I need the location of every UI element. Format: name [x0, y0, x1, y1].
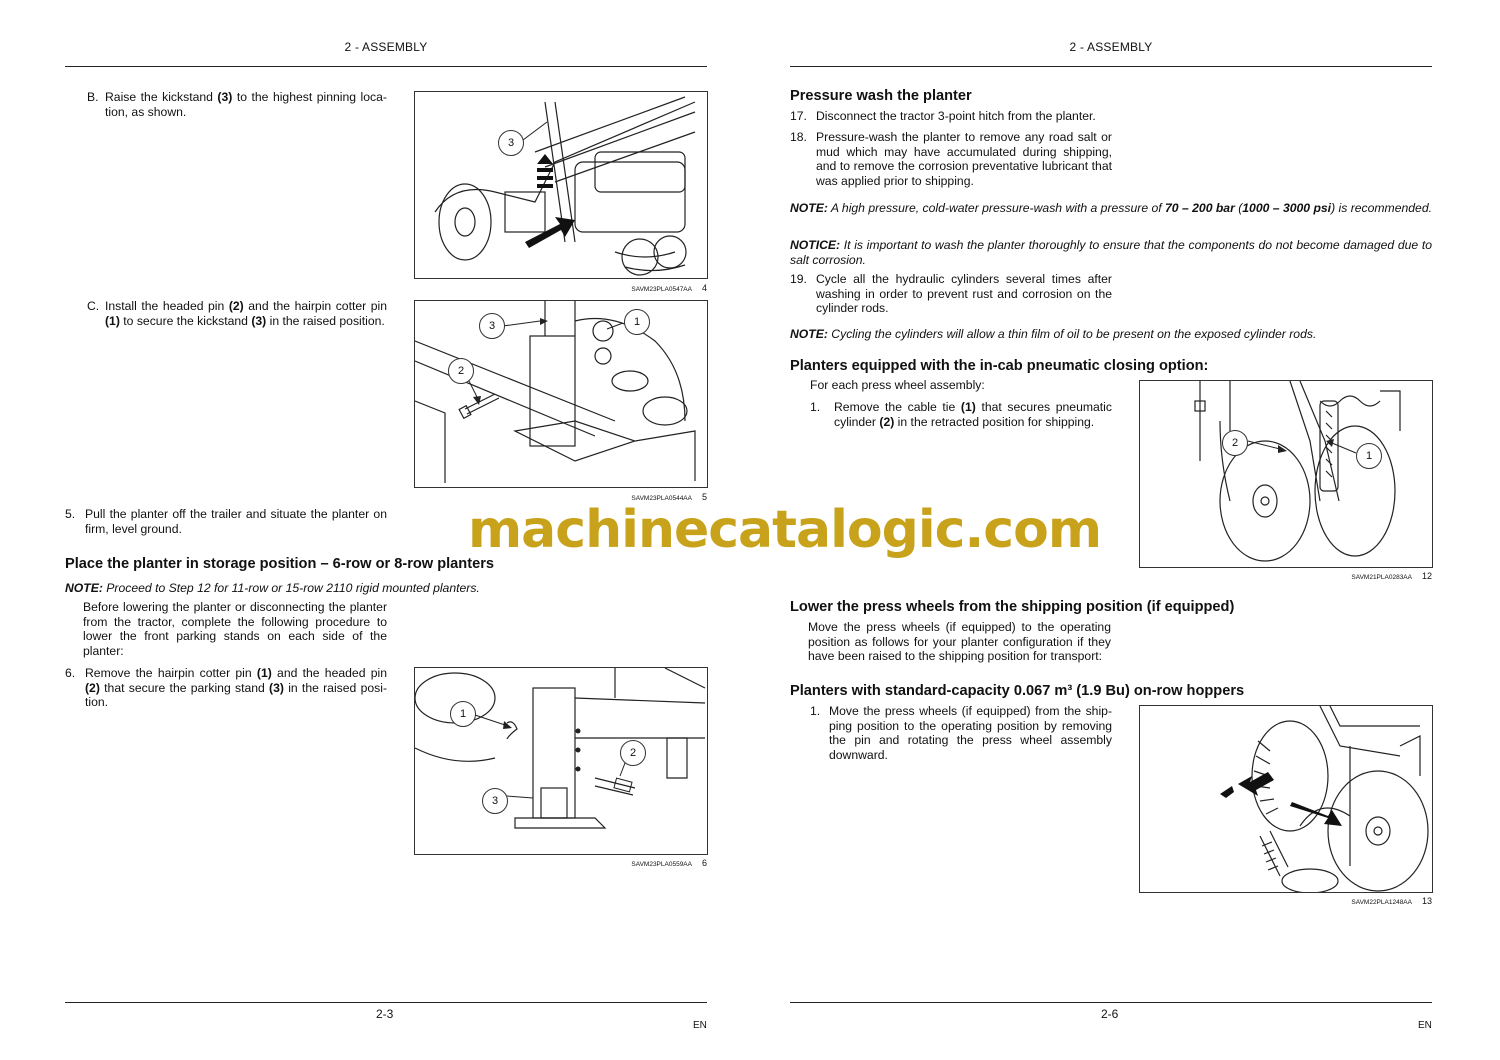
- figure-12-callout-2: 2: [1222, 430, 1248, 456]
- step-6-number: 6.: [65, 666, 76, 680]
- figure-6-caption: [560, 858, 707, 868]
- step-19-text: Cycle all the hydraulic cylinders several times after washing in order to prevent rust and corrosion on the cylinder rods.: [816, 272, 1112, 316]
- step-19-number: 19.: [790, 272, 807, 286]
- figure-4-callout-3: 3: [498, 130, 524, 156]
- figure-5-callout-2: 2: [448, 358, 474, 384]
- figure-13-code: SAVM22PLA1248AA: [1351, 899, 1412, 906]
- figure-4-drawing: [415, 92, 707, 278]
- figure-5-code: SAVM23PLA0544AA: [631, 495, 692, 502]
- figure-6-code: SAVM23PLA0559AA: [631, 861, 692, 868]
- figure-5-drawing: [415, 301, 707, 487]
- figure-6-callout-2: 2: [620, 740, 646, 766]
- figure-12-drawing: [1140, 381, 1432, 567]
- figure-6-callout-1: 1: [450, 701, 476, 727]
- step-5-text: Pull the planter off the trailer and situate the planter on firm, level ground.: [85, 507, 387, 536]
- step-5-number: 5.: [65, 507, 76, 521]
- step-hoppers-1-number: 1.: [810, 704, 821, 718]
- left-page-header: 2 - ASSEMBLY: [344, 40, 428, 54]
- step-pneumatic-1-number: 1.: [810, 400, 821, 414]
- figure-12-code: SAVM21PLA0283AA: [1351, 574, 1412, 581]
- step-17-text: Disconnect the tractor 3-point hitch from the planter.: [816, 109, 1096, 123]
- notice-salt-corrosion: NOTICE: It is important to wash the planter thoroughly to ensure that the components do not become damaged due to salt corrosion.: [790, 238, 1432, 267]
- paragraph-lower-press-wheels: Move the press wheels (if equipped) to the operating position as follows for your planter configuration if they have been raised to the shipping position for transport:: [808, 620, 1111, 664]
- right-footer-rule: [790, 1002, 1432, 1003]
- note-storage: NOTE: Proceed to Step 12 for 11-row or 15-row 2110 rigid mounted planters.: [65, 581, 480, 595]
- left-footer-rule: [65, 1002, 707, 1003]
- watermark-text: machinecatalogic.com: [468, 500, 1101, 560]
- right-page-number: 2-6: [1101, 1007, 1119, 1021]
- step-hoppers-1-text: Move the press wheels (if equipped) from the shipping position to the operating position by removing the pin and rotating the press wheel assembly downward.: [829, 704, 1112, 762]
- figure-4-code: SAVM23PLA0547AA: [631, 286, 692, 293]
- step-c-number: C.: [87, 299, 100, 313]
- left-page-number: 2-3: [376, 1007, 394, 1021]
- step-b-text: Raise the kickstand (3) to the highest pinning location, as shown.: [105, 90, 387, 119]
- paragraph-before-lowering: Before lowering the planter or disconnecting the planter from the tractor, complete the following procedure to lower the front parking stands on each side of the planter:: [83, 600, 387, 658]
- figure-6-callout-3: 3: [482, 788, 508, 814]
- right-page-header: 2 - ASSEMBLY: [1069, 40, 1153, 54]
- step-b-number: B.: [87, 90, 99, 104]
- figure-13-number: 13: [1421, 896, 1432, 906]
- heading-pneumatic: Planters equipped with the in-cab pneumatic closing option:: [790, 358, 1209, 374]
- heading-pressure-wash: Pressure wash the planter: [790, 88, 972, 104]
- figure-13-press-wheel: [1139, 705, 1433, 893]
- step-18-number: 18.: [790, 130, 807, 144]
- figure-13-drawing: [1140, 706, 1432, 892]
- left-language-code: EN: [693, 1020, 707, 1031]
- figure-5-number: 5: [701, 492, 707, 502]
- right-language-code: EN: [1418, 1020, 1432, 1031]
- figure-5-callout-3: 3: [479, 313, 505, 339]
- note-cycle: NOTE: Cycling the cylinders will allow a thin film of oil to be present on the exposed cylinder rods.: [790, 327, 1317, 341]
- step-18-text: Pressure-wash the planter to remove any road salt or mud which may have accumulated during shipping, and to remove the corrosion preventative lubricant that was applied prior to shipping.: [816, 130, 1112, 188]
- figure-13-caption: [1285, 896, 1432, 906]
- figure-6-drawing: [415, 668, 707, 854]
- heading-lower-press-wheels: Lower the press wheels from the shipping position (if equipped): [790, 599, 1235, 615]
- figure-6-number: 6: [701, 858, 707, 868]
- step-6-text: Remove the hairpin cotter pin (1) and the headed pin (2) that secure the parking stand (3) in the raised position.: [85, 666, 387, 710]
- figure-5-callout-1: 1: [624, 309, 650, 335]
- figure-6-parking-stand: [414, 667, 708, 855]
- paragraph-press-wheel: For each press wheel assembly:: [810, 378, 985, 392]
- figure-4-caption: [560, 283, 707, 293]
- step-pneumatic-1-text: Remove the cable tie (1) that secures pneumatic cylinder (2) in the retracted position for shipping.: [834, 400, 1112, 429]
- note-pressure: NOTE: A high pressure, cold-water pressure-wash with a pressure of 70 – 200 bar (1000 – 3000 psi) is recommended.: [790, 201, 1432, 215]
- figure-12-pneumatic-cylinder: [1139, 380, 1433, 568]
- right-header-rule: [790, 66, 1432, 67]
- figure-4-kickstand: [414, 91, 708, 279]
- step-c-text: Install the headed pin (2) and the hairpin cotter pin (1) to secure the kickstand (3) in the raised position.: [105, 299, 387, 328]
- figure-12-caption: [1285, 571, 1432, 581]
- figure-12-number: 12: [1421, 571, 1432, 581]
- step-17-number: 17.: [790, 109, 807, 123]
- heading-storage-position: Place the planter in storage position – 6-row or 8-row planters: [65, 556, 494, 572]
- figure-4-number: 4: [701, 283, 707, 293]
- left-header-rule: [65, 66, 707, 67]
- figure-5-headed-pin: [414, 300, 708, 488]
- heading-hoppers: Planters with standard-capacity 0.067 m³ (1.9 Bu) on-row hoppers: [790, 683, 1245, 699]
- figure-12-callout-1: 1: [1356, 443, 1382, 469]
